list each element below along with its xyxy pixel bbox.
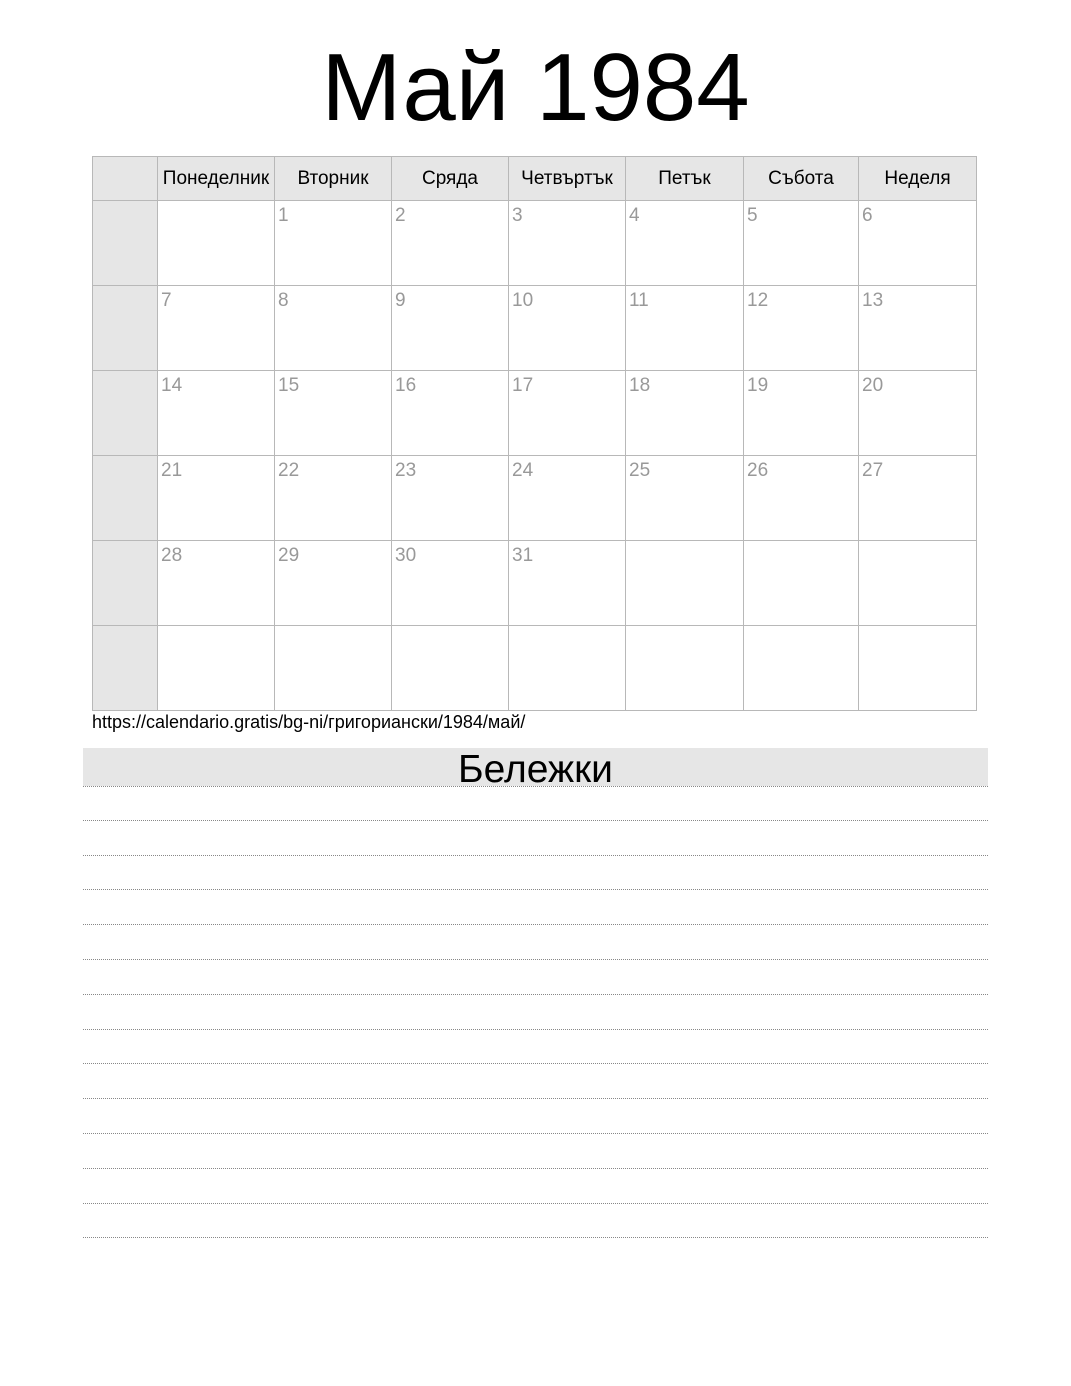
note-line	[83, 960, 988, 995]
day-cell	[158, 201, 275, 286]
notes-lines	[83, 786, 988, 1238]
day-number: 27	[862, 460, 884, 481]
day-number: 19	[747, 375, 769, 396]
note-line	[83, 1169, 988, 1204]
day-cell	[392, 541, 509, 626]
notes-title: Бележки	[83, 748, 988, 786]
day-number	[626, 541, 743, 545]
note-line	[83, 1030, 988, 1065]
day-cell	[275, 626, 392, 711]
weekday-sunday: Неделя	[859, 157, 977, 201]
day-number: 12	[747, 290, 769, 311]
day-number: 29	[278, 545, 300, 566]
day-cell	[859, 371, 977, 456]
week-number-cell	[93, 626, 158, 711]
day-cell	[158, 541, 275, 626]
day-number: 21	[161, 460, 183, 481]
day-cell	[275, 541, 392, 626]
note-line	[83, 1134, 988, 1169]
day-number	[626, 626, 743, 630]
week-number-header	[93, 157, 158, 201]
weekday-tuesday: Вторник	[275, 157, 392, 201]
day-cell	[392, 371, 509, 456]
day-cell	[744, 541, 859, 626]
day-number	[158, 201, 274, 205]
weekday-saturday: Събота	[744, 157, 859, 201]
day-cell	[275, 371, 392, 456]
day-cell	[626, 626, 744, 711]
day-number: 1	[278, 205, 289, 226]
day-number: 9	[395, 290, 406, 311]
day-number: 7	[161, 290, 172, 311]
day-number: 11	[629, 290, 649, 311]
day-cell	[158, 371, 275, 456]
day-cell	[509, 371, 626, 456]
note-line	[83, 821, 988, 856]
day-number: 15	[278, 375, 300, 396]
day-cell	[392, 201, 509, 286]
week-row	[93, 371, 977, 456]
day-cell	[275, 286, 392, 371]
day-number: 26	[747, 460, 769, 481]
day-cell	[626, 201, 744, 286]
day-cell	[509, 456, 626, 541]
day-cell	[744, 286, 859, 371]
weekday-header-row	[93, 157, 977, 201]
day-cell	[626, 371, 744, 456]
page-title: Май 1984	[321, 34, 750, 141]
day-number	[509, 626, 625, 630]
day-number: 3	[512, 205, 523, 226]
day-number: 2	[395, 205, 406, 226]
day-cell	[275, 201, 392, 286]
note-line	[83, 786, 988, 821]
day-cell	[626, 286, 744, 371]
day-cell	[744, 456, 859, 541]
day-number: 5	[747, 205, 758, 226]
weekday-thursday: Четвъртък	[509, 157, 626, 201]
note-line	[83, 890, 988, 925]
week-number-cell	[93, 371, 158, 456]
day-number: 14	[161, 375, 183, 396]
day-cell	[158, 456, 275, 541]
day-cell	[392, 456, 509, 541]
day-cell	[158, 286, 275, 371]
note-line	[83, 856, 988, 891]
day-number	[859, 626, 976, 630]
day-cell	[626, 541, 744, 626]
note-line	[83, 925, 988, 960]
day-number: 6	[862, 205, 873, 226]
day-number: 22	[278, 460, 300, 481]
day-cell	[744, 371, 859, 456]
day-cell	[744, 626, 859, 711]
day-cell	[509, 541, 626, 626]
day-cell	[859, 201, 977, 286]
week-number-cell	[93, 541, 158, 626]
week-number-cell	[93, 286, 158, 371]
day-number	[158, 626, 274, 630]
week-row	[93, 541, 977, 626]
note-line	[83, 1099, 988, 1134]
week-number-cell	[93, 456, 158, 541]
day-number: 8	[278, 290, 289, 311]
day-number: 18	[629, 375, 651, 396]
day-cell	[859, 626, 977, 711]
day-cell	[744, 201, 859, 286]
weekday-monday: Понеделник	[158, 157, 275, 201]
day-number: 24	[512, 460, 534, 481]
day-cell	[509, 626, 626, 711]
day-cell	[859, 286, 977, 371]
weekday-friday: Петък	[626, 157, 744, 201]
day-number: 28	[161, 545, 183, 566]
day-number: 30	[395, 545, 417, 566]
day-cell	[392, 626, 509, 711]
day-cell	[626, 456, 744, 541]
day-number: 13	[862, 290, 884, 311]
week-row	[93, 201, 977, 286]
week-number-cell	[93, 201, 158, 286]
week-row	[93, 456, 977, 541]
day-number: 23	[395, 460, 417, 481]
weekday-wednesday: Сряда	[392, 157, 509, 201]
day-number: 25	[629, 460, 651, 481]
note-line	[83, 995, 988, 1030]
day-cell	[392, 286, 509, 371]
day-cell	[859, 541, 977, 626]
day-cell	[859, 456, 977, 541]
day-number	[744, 626, 858, 630]
day-cell	[509, 201, 626, 286]
note-line	[83, 1204, 988, 1239]
day-cell	[509, 286, 626, 371]
source-url: https://calendario.gratis/bg-ni/григориански/1984/май/	[92, 712, 526, 732]
day-cell	[158, 626, 275, 711]
day-number	[275, 626, 391, 630]
week-row	[93, 626, 977, 711]
day-number	[859, 541, 976, 545]
day-number: 16	[395, 375, 417, 396]
day-number	[392, 626, 508, 630]
day-number	[744, 541, 858, 545]
day-cell	[275, 456, 392, 541]
day-number: 4	[629, 205, 640, 226]
day-number: 31	[512, 545, 534, 566]
calendar-grid	[92, 156, 977, 711]
day-number: 20	[862, 375, 884, 396]
day-number: 10	[512, 290, 534, 311]
day-number: 17	[512, 375, 534, 396]
note-line	[83, 1064, 988, 1099]
week-row	[93, 286, 977, 371]
